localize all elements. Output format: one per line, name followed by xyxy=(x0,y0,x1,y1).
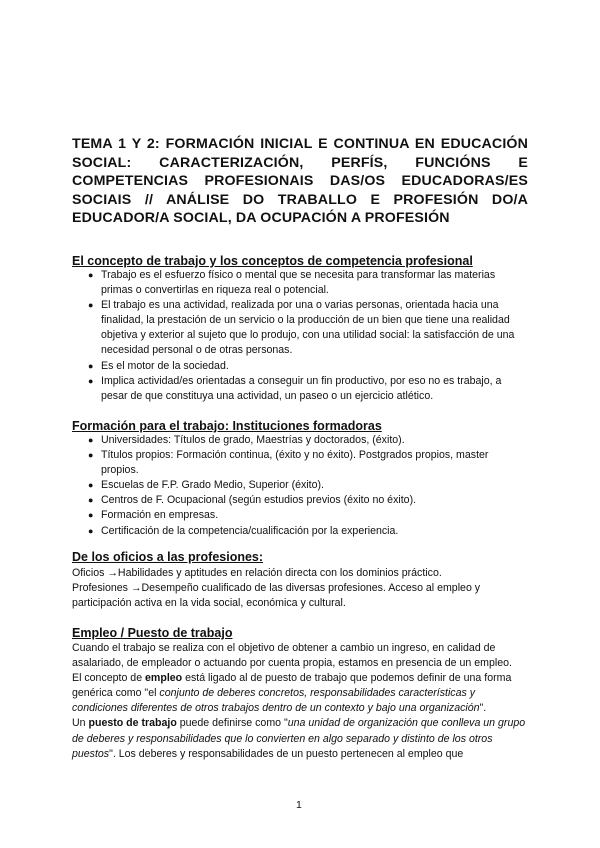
title-line: EDUCADOR/A SOCIAL, DA OCUPACIÓN A PROFESIÓN xyxy=(72,210,450,227)
paragraph-oficios xyxy=(72,566,528,611)
bullet-icon: ● xyxy=(88,495,94,506)
list-item: ● Formación en empresas. xyxy=(72,508,528,523)
paragraph-empleo xyxy=(72,641,528,762)
empleo-p1: Cuando el trabajo se realiza con el objetivo de obtener a cambio un ingreso, en calidad de asalariado, de empleador o actuando por cuenta propia, estamos en presencia de un empleo. xyxy=(72,642,512,670)
bullet-icon: ● xyxy=(88,375,94,386)
list-item: ● Centros de F. Ocupacional (según estudios previos (éxito no éxito). xyxy=(72,493,528,508)
document-title xyxy=(72,135,528,228)
bullet-icon: ● xyxy=(88,270,94,280)
page-number: 1 xyxy=(296,799,302,811)
section-heading-trabajo: El concepto de trabajo y los conceptos de competencia profesional xyxy=(72,254,473,268)
bullet-icon: ● xyxy=(88,525,94,536)
title-line: SOCIAL: CARACTERIZACIÓN, PERFÍS, FUNCIÓNS E xyxy=(72,154,528,171)
list-item: ● Universidades: Títulos de grado, Maestrías y doctorados, (éxito). xyxy=(72,433,528,448)
list-item: ● Trabajo es el esfuerzo físico o mental que se necesita para transformar las materias primas o convertirlas en riqueza real o potencial. xyxy=(88,269,496,297)
bullet-list-formacion xyxy=(72,433,528,539)
list-item: ● Es el motor de la sociedad. xyxy=(72,359,528,374)
document-page xyxy=(72,0,528,848)
empleo-p3: Un puesto de trabajo puede definirse como "una unidad de organización que conlleva un grupo de deberes y responsabilidades que lo convierten en algo separado y distinto de los otros puestos". Los deberes y responsabilidades de un puesto pertenecen al empleo que xyxy=(72,717,526,760)
bullet-icon: ● xyxy=(88,450,94,461)
bullet-icon: ● xyxy=(88,300,94,311)
title-line: COMPETENCIAS PROFESIONAIS DAS/OS EDUCADORAS/ES xyxy=(72,173,528,190)
bullet-icon: ● xyxy=(88,480,94,491)
list-item: ● Certificación de la competencia/cualificación por la experiencia. xyxy=(72,524,528,539)
section-heading-empleo: Empleo / Puesto de trabajo xyxy=(72,626,233,640)
section-heading-oficios: De los oficios a las profesiones: xyxy=(72,550,264,564)
empleo-p2: El concepto de empleo está ligado al de puesto de trabajo que podemos definir de una forma genérica como "el conjunto de deberes concretos, responsabilidades características y condiciones diferentes de otros trabajos dentro de un contexto y bajo una organización". xyxy=(72,672,512,715)
bullet-list-trabajo xyxy=(72,268,528,404)
profesiones-line: Profesiones →Desempeño cualificado de las diversas profesiones. Acceso al empleo y participación activa en la vida social, económica y cultural. xyxy=(72,582,481,610)
list-item: ● Implica actividad/es orientadas a conseguir un fin productivo, por eso no es trabajo, a pesar de que constituya una actividad, un paseo o un ejercicio atlético. xyxy=(88,374,502,402)
bullet-icon: ● xyxy=(88,510,94,521)
list-item: ● Títulos propios: Formación continua, (éxito y no éxito). Postgrados propios, master propios. xyxy=(88,449,489,477)
list-item: ● Escuelas de F.P. Grado Medio, Superior (éxito). xyxy=(72,478,528,493)
title-line: TEMA 1 Y 2: FORMACIÓN INICIAL E CONTINUA EN EDUCACIÓN xyxy=(72,136,528,152)
title-line: SOCIAIS // ANÁLISE DO TRABALLO E PROFESIÓN DO/A xyxy=(72,191,528,208)
list-item: ● El trabajo es una actividad, realizada por una o varias personas, orientada hacia una finalidad, la prestación de un servicio o la producción de un bien que tiene una realidad objetiva y exterior al sujeto que lo produjo, con una utilidad social: la satisfacción de una necesidad personal o de otras personas. xyxy=(88,299,515,357)
section-heading-formacion: Formación para el trabajo: Instituciones formadoras xyxy=(72,419,382,433)
bullet-icon: ● xyxy=(88,435,94,445)
bullet-icon: ● xyxy=(88,360,94,371)
oficios-line: Oficios →Habilidades y aptitudes en relación directa con los dominios práctico. xyxy=(72,567,442,579)
